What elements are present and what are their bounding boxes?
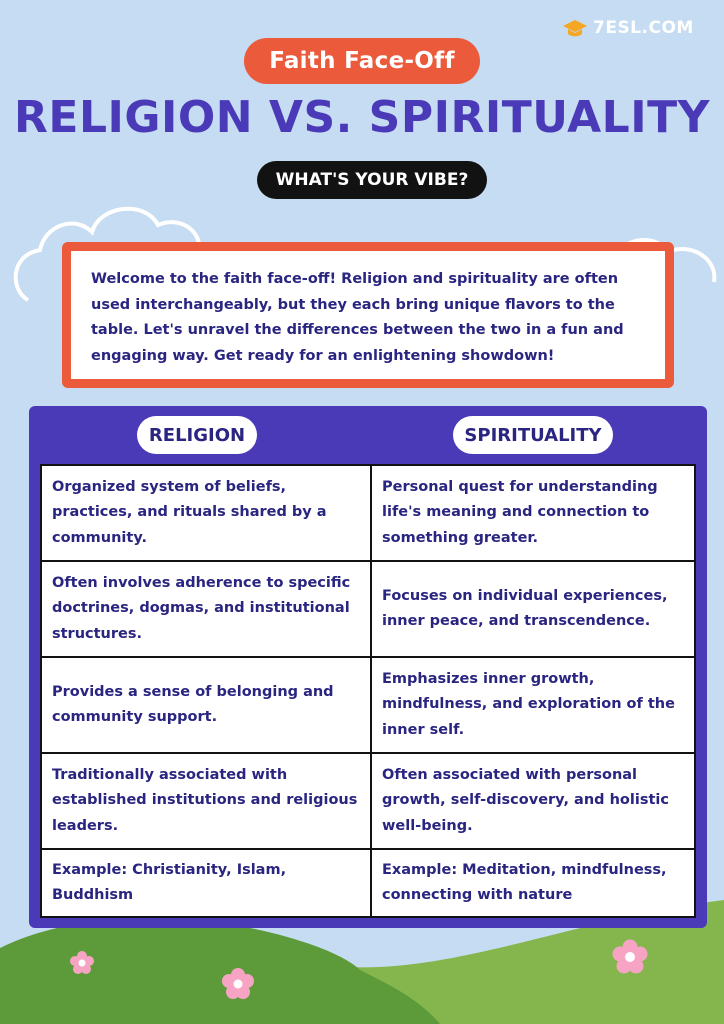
- logo-text: 7ESL.COM: [593, 18, 694, 38]
- religion-cell: Provides a sense of belonging and community support.: [42, 658, 372, 754]
- tag-pill: Faith Face-Off: [244, 38, 480, 84]
- religion-cell: Example: Christianity, Islam, Buddhism: [42, 850, 372, 916]
- spirituality-cell: Often associated with personal growth, self-discovery, and holistic well-being.: [372, 754, 694, 850]
- religion-cell: Traditionally associated with established institutions and religious leaders.: [42, 754, 372, 850]
- spirituality-cell: Focuses on individual experiences, inner peace, and transcendence.: [372, 562, 694, 658]
- column-header-religion: RELIGION: [137, 416, 257, 454]
- spirituality-cell: Personal quest for understanding life's meaning and connection to something greater.: [372, 466, 694, 562]
- comparison-table-panel: [29, 406, 707, 928]
- comparison-table: [40, 464, 696, 918]
- intro-box: [62, 242, 674, 388]
- spirituality-cell: Example: Meditation, mindfulness, connecting with nature: [382, 861, 667, 903]
- page-title: RELIGION VS. SPIRITUALITY: [14, 92, 710, 143]
- column-header-spirituality: SPIRITUALITY: [453, 416, 613, 454]
- religion-cell: Organized system of beliefs, practices, and rituals shared by a community.: [42, 466, 372, 562]
- graduation-cap-icon: [562, 18, 588, 38]
- intro-text: Welcome to the faith face-off! Religion and spirituality are often used interchangeably, but they each bring unique flavors to the table. Let's unravel the differences between the two in a fun and engaging way. Get ready for an enlightening showdown!: [91, 271, 624, 364]
- spirituality-cell: Emphasizes inner growth, mindfulness, and exploration of the inner self.: [372, 658, 694, 754]
- religion-cell: Often involves adherence to specific doctrines, dogmas, and institutional structures.: [42, 562, 372, 658]
- subtitle-pill: WHAT'S YOUR VIBE?: [257, 161, 487, 199]
- site-logo[interactable]: [562, 18, 694, 38]
